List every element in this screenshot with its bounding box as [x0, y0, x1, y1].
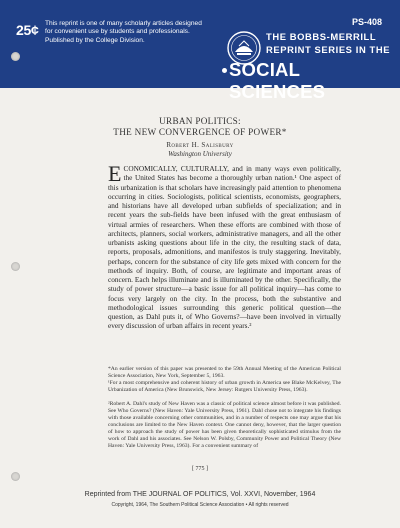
punch-hole [11, 472, 20, 481]
footnote-1: ¹For a most comprehensive and coherent history of urban growth in America see Blake McKelvey, The Urbanization of America (New Brunswick, New Jersey: Rutgers University Press, 1963). [108, 380, 341, 394]
punch-hole [11, 52, 20, 61]
series-title: SOCIAL SCIENCES [229, 59, 326, 102]
series-header-band [0, 0, 400, 102]
article-body [108, 161, 341, 331]
series-subtitle-line: REPRINT SERIES IN THE [266, 44, 391, 55]
article-title-line2: THE NEW CONVERGENCE OF POWER* [113, 127, 287, 137]
punch-hole [11, 262, 20, 271]
footnote-2: ²Robert A. Dahl's study of New Haven was a classic of political science almost before it was published. See Who Governs? (New Haven: Yale University Press, 1961). Dahl chose not to integrate his findings with those available concerning other communities, and in a number of respects one may argue that his conclusions are limited to the New Haven context. One cannot deny, however, that the larger question of how to approach the study of power has been given theoretically sophisticated stimulus from the work of Dahl and his associates. See Nelson W. Polsby, Community Power and Political Theory (New Haven: Yale University Press, 1963). For a convenient summary of [108, 401, 341, 450]
series-publisher-line: THE BOBBS-MERRILL [266, 31, 377, 42]
author-affiliation: Washington University [168, 150, 232, 158]
article-body-text: CONOMICALLY, CULTURALLY, and in many ways even politically, the United States has become a thoroughly urban nation.¹ One aspect of this urbanization is that scholars have increasingly paid attention to phenomena occurring in cities. Sociologists, political scientists, economists, geographers, and historians have all developed urban subfields of specialization; and in recent years the sub-fields have been infused with the great enthusiasm of virtual armies of researchers. When these efforts are combined with those of architects, planners, social workers, administrative managers, and all the other urbanists asking questions about life in the city, the resulting stack of data, reports, proposals, admonitions, and manifestos is truly staggering. Inevitably, perhaps, concern for the substance of city life gets mixed with concern for the methods of inquiry. Both, of course, are legitimate and important areas of concern. Each helps illuminate and is illuminated by the other. Specifically, the study of power structure—a basic issue for all political inquiry—has come to focus very largely on the city. In the process, both the substantive and methodological issues surrounding this generic political question—the question, as Dahl puts it, of Who Governs?—have been involved in virtually every discussion of urban affairs in recent years.² [108, 164, 341, 331]
page-number: [ 775 ] [192, 466, 208, 472]
drop-cap: E [108, 161, 122, 186]
author-name: Robert H. Salisbury [166, 141, 234, 149]
bullet-dot-icon [222, 68, 227, 73]
price-label: 25¢ [16, 22, 39, 38]
footnote-star: *An earlier version of this paper was presented to the 59th Annual Meeting of the American Political Science Association, New York, September 5, 1963. [108, 366, 341, 380]
reprint-code: PS-408 [351, 17, 382, 27]
copyright-notice: Copyright, 1964, The Southern Political Science Association • All rights reserved [111, 502, 289, 508]
article-title-line1: URBAN POLITICS: [159, 116, 241, 126]
reprint-source: Reprinted from THE JOURNAL OF POLITICS, Vol. XXVI, November, 1964 [84, 491, 316, 498]
reprint-notice: This reprint is one of many scholarly articles designed for convenient use by students and professionals. Published by the College Division. [45, 20, 202, 44]
